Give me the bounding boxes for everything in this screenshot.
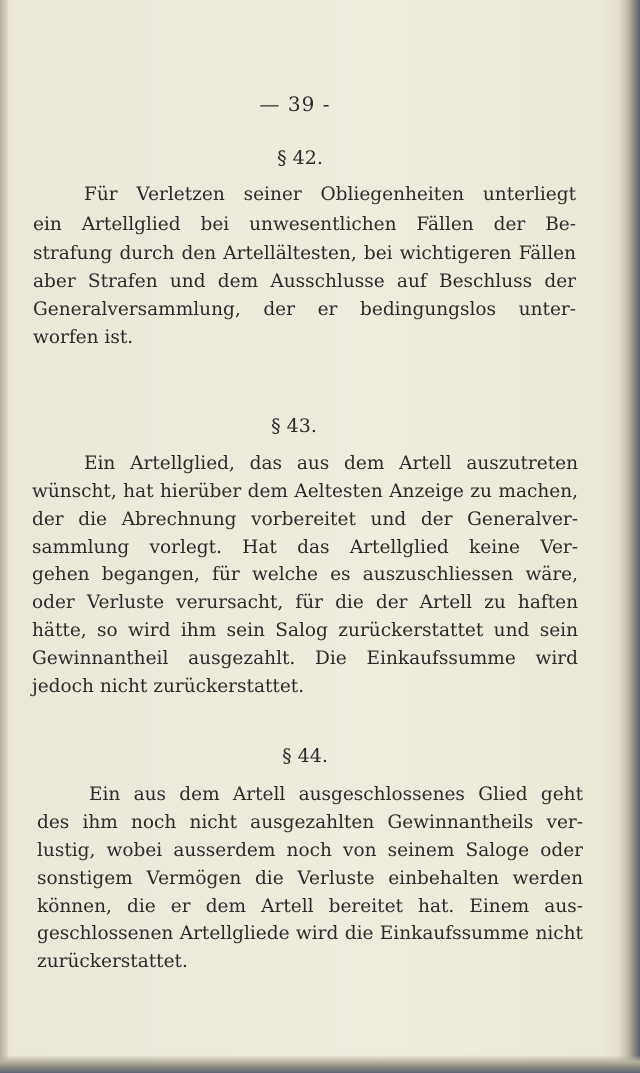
section-44-line-6: geschlossenen Artellgliede wird die Einkaufssumme nicht bbox=[37, 923, 583, 944]
section-44-line-7: zurückerstattet. bbox=[37, 951, 188, 972]
section-43-line-4: sammlung vorlegt. Hat das Artellglied keine Ver- bbox=[32, 537, 578, 558]
section-44-line-3: lustig, wobei ausserdem noch von seinem Saloge oder bbox=[37, 840, 583, 861]
section-44-line-2: des ihm noch nicht ausgezahlten Gewinnantheils ver- bbox=[37, 812, 583, 833]
section-44-line-1: Ein aus dem Artell ausgeschlossenes Glied geht bbox=[89, 784, 583, 805]
section-42-heading: § 42. bbox=[277, 147, 323, 169]
section-43-line-9: jedoch nicht zurückerstattet. bbox=[32, 676, 305, 697]
section-42-line-2: ein Artellglied bei unwesentlichen Fällen der Be- bbox=[33, 214, 576, 235]
section-43-line-7: hätte, so wird ihm sein Salog zurückerstattet und sein bbox=[32, 620, 578, 641]
section-43-line-8: Gewinnantheil ausgezahlt. Die Einkaufssumme wird bbox=[32, 648, 578, 669]
section-44-line-5: können, die er dem Artell bereitet hat. Einem aus- bbox=[37, 896, 583, 917]
section-42-line-4: aber Strafen und dem Ausschlusse auf Beschluss der bbox=[33, 271, 576, 292]
section-42-line-5: Generalversammlung, der er bedingungslos unter- bbox=[33, 299, 576, 320]
section-43-line-3: der die Abrechnung vorbereitet und der Generalver- bbox=[32, 509, 578, 530]
section-43-line-2: wünscht, hat hierüber dem Aeltesten Anzeige zu machen, bbox=[32, 481, 578, 502]
section-43-line-5: gehen begangen, für welche es auszuschliessen wäre, bbox=[32, 564, 578, 585]
section-42-line-6: worfen ist. bbox=[33, 327, 134, 348]
section-42-line-1: Für Verletzen seiner Obliegenheiten unterliegt bbox=[84, 184, 576, 205]
section-44-line-4: sonstigem Vermögen die Verluste einbehalten werden bbox=[37, 868, 583, 889]
section-43-line-6: oder Verluste verursacht, für die der Artell zu haften bbox=[32, 592, 578, 613]
section-42-line-3: strafung durch den Artellältesten, bei wichtigeren Fällen bbox=[33, 243, 576, 264]
section-44-heading: § 44. bbox=[282, 745, 328, 767]
section-43-line-1: Ein Artellglied, das aus dem Artell auszutreten bbox=[84, 453, 578, 474]
section-43-heading: § 43. bbox=[271, 415, 317, 437]
page-number: — 39 - bbox=[259, 92, 331, 116]
